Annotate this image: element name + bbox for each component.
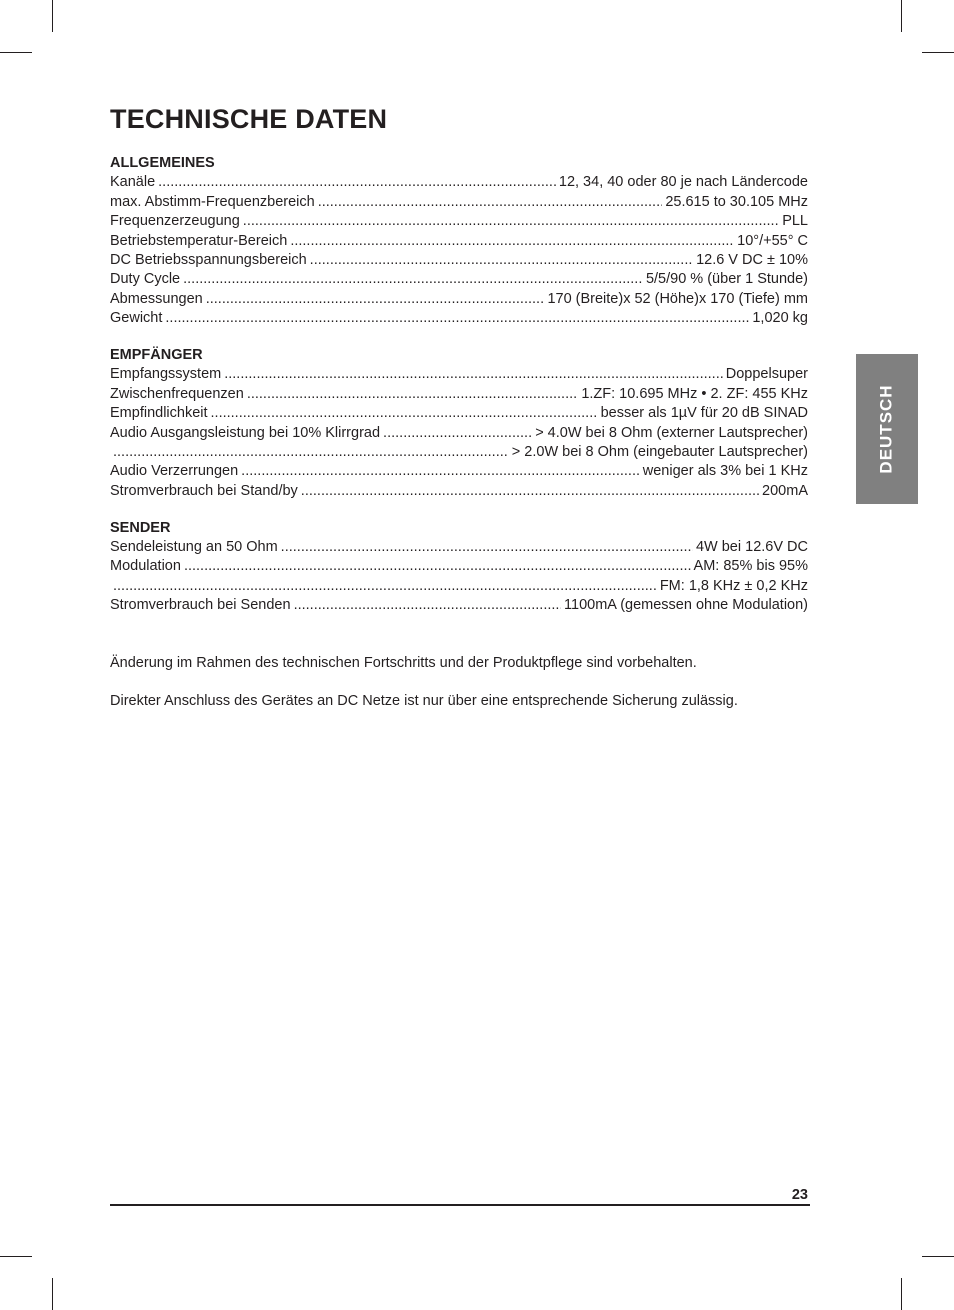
spec-value: > 4.0W bei 8 Ohm (externer Lautsprecher)	[535, 424, 808, 441]
dot-leader	[165, 309, 749, 328]
dot-leader	[281, 538, 693, 557]
section-sender	[110, 519, 808, 616]
crop-mark	[0, 1256, 32, 1257]
dot-leader	[206, 290, 545, 309]
spec-row	[110, 385, 808, 404]
spec-row	[110, 365, 808, 384]
section-title: ALLGEMEINES	[110, 155, 215, 171]
spec-value: weniger als 3% bei 1 KHz	[642, 463, 808, 480]
section-allgemeines	[110, 154, 808, 329]
crop-mark	[922, 1256, 954, 1257]
page-number: 23	[791, 1187, 808, 1203]
spec-label: Empfangssystem	[110, 366, 222, 383]
crop-mark	[901, 0, 902, 32]
dot-leader	[113, 443, 509, 462]
spec-row	[110, 482, 808, 501]
spec-value: 5/5/90 % (über 1 Stunde)	[645, 271, 808, 288]
dot-leader	[318, 193, 663, 212]
spec-label: Gewicht	[110, 310, 163, 327]
spec-row	[110, 443, 808, 462]
language-tab	[856, 354, 918, 504]
crop-mark	[52, 1278, 53, 1310]
dot-leader	[241, 462, 640, 481]
spec-label: Stromverbrauch bei Senden	[110, 597, 291, 614]
note-text: Änderung im Rahmen des technischen Fortschritts und der Produktpflege sind vorbehalten.	[110, 654, 697, 671]
spec-row	[110, 404, 808, 423]
spec-row	[110, 538, 808, 557]
spec-label: Modulation	[110, 558, 181, 575]
spec-label: Kanäle	[110, 174, 156, 191]
spec-row	[110, 290, 808, 309]
crop-mark	[922, 52, 954, 53]
dot-leader	[243, 212, 779, 231]
spec-label: Frequenzerzeugung	[110, 213, 240, 230]
spec-label: Duty Cycle	[110, 271, 181, 288]
spec-label: Sendeleistung an 50 Ohm	[110, 539, 278, 556]
crop-mark	[52, 0, 53, 32]
page-title: TECHNISCHE DATEN	[110, 104, 388, 134]
spec-content	[110, 154, 808, 711]
section-empfaenger	[110, 346, 808, 501]
spec-value: PLL	[782, 213, 808, 230]
spec-row	[110, 251, 808, 270]
footer-rule	[110, 1204, 810, 1206]
spec-row	[110, 462, 808, 481]
dot-leader	[247, 385, 579, 404]
spec-value: AM: 85% bis 95%	[693, 558, 808, 575]
spec-value: 10°/+55° C	[737, 232, 808, 249]
spec-value: 25.615 to 30.105 MHz	[665, 193, 808, 210]
spec-value: 200mA	[762, 482, 808, 499]
spec-row	[110, 193, 808, 212]
spec-value: > 2.0W bei 8 Ohm (eingebauter Lautsprecher)	[511, 443, 808, 460]
spec-row	[110, 577, 808, 596]
spec-label: Abmessungen	[110, 290, 203, 307]
spec-row	[110, 173, 808, 192]
dot-leader	[294, 596, 561, 615]
spec-value: Doppelsuper	[725, 366, 808, 383]
spec-label: Betriebstemperatur-Bereich	[110, 232, 288, 249]
spec-value: 12, 34, 40 oder 80 je nach Ländercode	[558, 174, 808, 191]
spec-row	[110, 309, 808, 328]
spec-row	[110, 557, 808, 576]
spec-row	[110, 270, 808, 289]
spec-label: Audio Ausgangsleistung bei 10% Klirrgrad	[110, 424, 381, 441]
note-text: Direkter Anschluss des Gerätes an DC Netze ist nur über eine entsprechende Sicherung zulässig.	[110, 692, 738, 709]
spec-row	[110, 596, 808, 615]
dot-leader	[383, 424, 532, 443]
spec-row	[110, 232, 808, 251]
dot-leader	[113, 577, 657, 596]
dot-leader	[211, 404, 598, 423]
crop-mark	[0, 52, 32, 53]
dot-leader	[158, 173, 556, 192]
spec-value: 170 (Breite)x 52 (Höhe)x 170 (Tiefe) mm	[547, 290, 808, 307]
spec-value: besser als 1µV für 20 dB SINAD	[600, 405, 808, 422]
spec-label: Stromverbrauch bei Stand/by	[110, 482, 298, 499]
dot-leader	[301, 482, 759, 501]
spec-value: 12.6 V DC ± 10%	[696, 251, 808, 268]
spec-value: 1.ZF: 10.695 MHz • 2. ZF: 455 KHz	[581, 385, 808, 402]
spec-label: DC Betriebsspannungsbereich	[110, 251, 307, 268]
section-title: EMPFÄNGER	[110, 347, 203, 364]
spec-label: Empfindlichkeit	[110, 405, 208, 422]
spec-value: FM: 1,8 KHz ± 0,2 KHz	[659, 577, 808, 594]
crop-mark	[901, 1278, 902, 1310]
spec-label: max. Abstimm-Frequenzbereich	[110, 193, 315, 210]
spec-row	[110, 212, 808, 231]
spec-value: 1100mA (gemessen ohne Modulation)	[564, 597, 808, 614]
spec-label: Zwischenfrequenzen	[110, 385, 244, 402]
language-tab-label: DEUTSCH	[877, 384, 897, 474]
spec-value: 1,020 kg	[752, 310, 808, 327]
dot-leader	[310, 251, 693, 270]
spec-row	[110, 424, 808, 443]
dot-leader	[184, 557, 691, 576]
spec-label: Audio Verzerrungen	[110, 463, 239, 480]
dot-leader	[183, 270, 643, 289]
dot-leader	[290, 232, 734, 251]
dot-leader	[224, 365, 723, 384]
spec-value: 4W bei 12.6V DC	[695, 539, 808, 556]
section-title: SENDER	[110, 519, 171, 536]
